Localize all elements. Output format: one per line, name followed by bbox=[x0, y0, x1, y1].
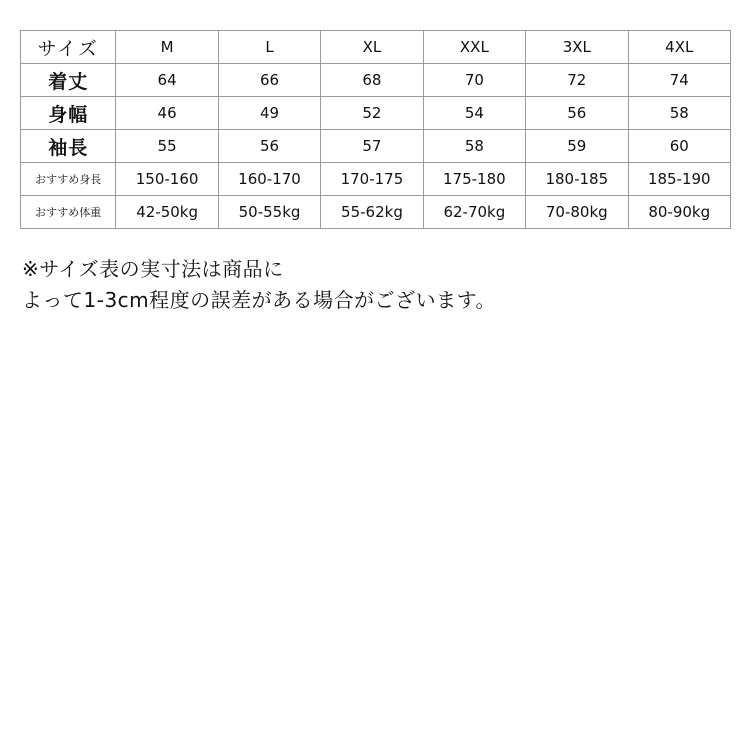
size-chart-table bbox=[20, 30, 731, 229]
table-cell: 170-175 bbox=[321, 163, 423, 196]
table-cell: 180-185 bbox=[526, 163, 628, 196]
table-cell: 62-70kg bbox=[423, 196, 525, 229]
table-cell: 68 bbox=[321, 64, 423, 97]
table-cell: 55-62kg bbox=[321, 196, 423, 229]
table-cell: 56 bbox=[218, 130, 320, 163]
row-label-recommended-weight: おすすめ体重 bbox=[21, 196, 116, 229]
table-cell: 58 bbox=[423, 130, 525, 163]
sleeve-row bbox=[21, 130, 731, 163]
size-header-row bbox=[21, 31, 731, 64]
table-cell: 46 bbox=[116, 97, 218, 130]
table-cell: 54 bbox=[423, 97, 525, 130]
row-label-length: 着丈 bbox=[21, 64, 116, 97]
table-cell: 59 bbox=[526, 130, 628, 163]
length-row bbox=[21, 64, 731, 97]
width-row bbox=[21, 97, 731, 130]
table-cell: 80-90kg bbox=[628, 196, 731, 229]
table-cell: 42-50kg bbox=[116, 196, 218, 229]
table-cell: 160-170 bbox=[218, 163, 320, 196]
table-cell: 185-190 bbox=[628, 163, 731, 196]
table-cell: 74 bbox=[628, 64, 731, 97]
table-cell: 70-80kg bbox=[526, 196, 628, 229]
table-cell: 50-55kg bbox=[218, 196, 320, 229]
table-cell: 70 bbox=[423, 64, 525, 97]
size-note-line-2: よって1-3cm程度の誤差がある場合がございます。 bbox=[22, 288, 497, 312]
size-header-xl: XL bbox=[321, 31, 423, 64]
table-cell: 52 bbox=[321, 97, 423, 130]
table-cell: 56 bbox=[526, 97, 628, 130]
recommended-weight-row bbox=[21, 196, 731, 229]
table-cell: 175-180 bbox=[423, 163, 525, 196]
size-header-l: L bbox=[218, 31, 320, 64]
table-cell: 49 bbox=[218, 97, 320, 130]
recommended-height-row bbox=[21, 163, 731, 196]
table-cell: 66 bbox=[218, 64, 320, 97]
size-header-3xl: 3XL bbox=[526, 31, 628, 64]
table-cell: 55 bbox=[116, 130, 218, 163]
size-header-label: サイズ bbox=[21, 31, 116, 64]
size-header-xxl: XXL bbox=[423, 31, 525, 64]
size-header-m: M bbox=[116, 31, 218, 64]
table-cell: 58 bbox=[628, 97, 731, 130]
size-header-4xl: 4XL bbox=[628, 31, 731, 64]
row-label-width: 身幅 bbox=[21, 97, 116, 130]
table-cell: 60 bbox=[628, 130, 731, 163]
table-cell: 64 bbox=[116, 64, 218, 97]
table-cell: 150-160 bbox=[116, 163, 218, 196]
row-label-recommended-height: おすすめ身長 bbox=[21, 163, 116, 196]
size-note-line-1: ※サイズ表の実寸法は商品に bbox=[22, 257, 284, 281]
row-label-sleeve: 袖長 bbox=[21, 130, 116, 163]
table-cell: 57 bbox=[321, 130, 423, 163]
table-cell: 72 bbox=[526, 64, 628, 97]
